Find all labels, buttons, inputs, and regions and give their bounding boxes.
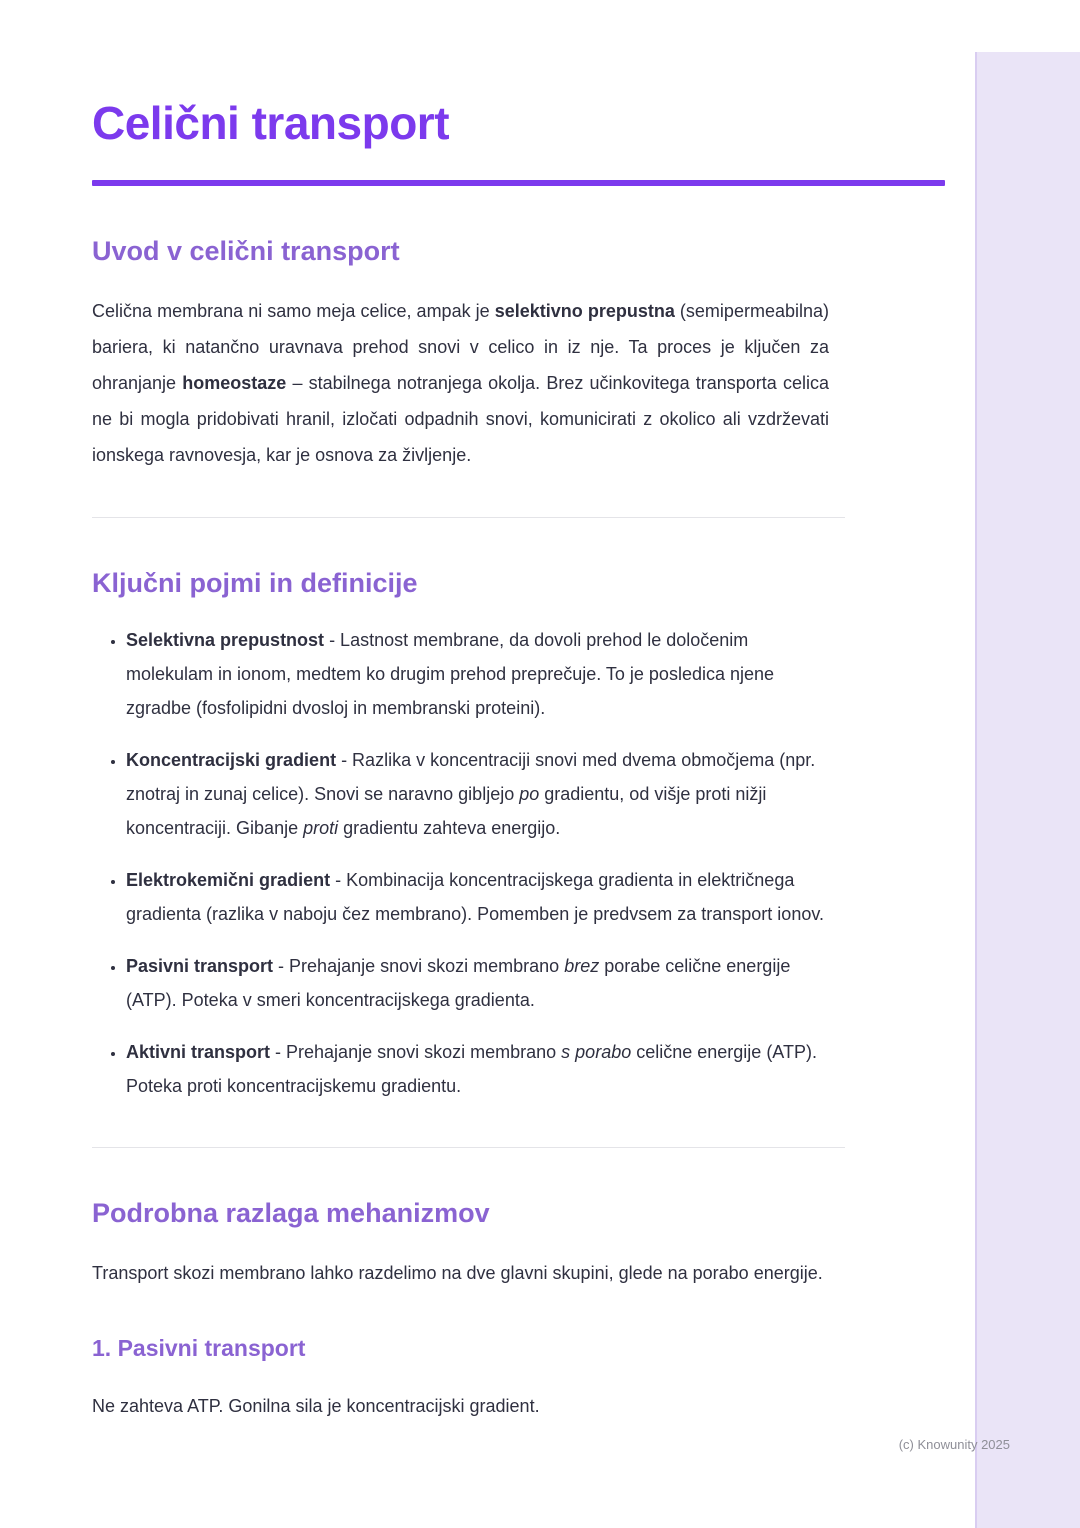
intro-paragraph: [92, 293, 829, 473]
term-definition: porabe celične energije (ATP). Poteka v smeri koncentracijskega gradienta.: [126, 956, 791, 1010]
list-item-pasivni-transport: [126, 949, 826, 1017]
term-definition: - Lastnost membrane, da dovoli prehod le določenim molekulam in ionom, medtem ko drugim prehod preprečuje. To je posledica njene zgradbe (fosfolipidni dvosloj in membranski proteini).: [126, 630, 775, 718]
term-label: Selektivna prepustnost: [126, 630, 325, 650]
term-label: Elektrokemični gradient: [126, 870, 331, 890]
mechanisms-intro-paragraph: Transport skozi membrano lahko razdelimo na dve glavni skupini, glede na porabo energije.: [92, 1263, 823, 1283]
intro-bold-selektivno-prepustna: selektivno prepustna: [494, 301, 675, 321]
term-definition: gradientu zahteva energijo.: [338, 818, 561, 838]
section-heading-terms: Ključni pojmi in definicije: [92, 568, 418, 598]
term-definition: - Prehajanje snovi skozi membrano: [270, 1042, 562, 1062]
section-divider: [92, 517, 845, 518]
term-italic-brez: brez: [564, 956, 600, 976]
pasivni-transport-paragraph: Ne zahteva ATP. Gonilna sila je koncentracijski gradient.: [92, 1396, 540, 1416]
term-label: Aktivni transport: [126, 1042, 271, 1062]
term-definition: - Razlika v koncentraciji snovi med dvema območjema (npr. znotraj in zunaj celice). Snovi se naravno gibljejo: [126, 750, 816, 804]
list-item-selektivna-prepustnost: [126, 623, 826, 725]
subsection-heading-pasivni-transport: 1. Pasivni transport: [92, 1335, 306, 1361]
intro-text-segment: (semipermeabilna) bariera, ki natančno uravnava prehod snovi v celico in iz nje. Ta proces je ključen za ohranjanje: [92, 301, 829, 393]
term-definition: - Prehajanje snovi skozi membrano: [273, 956, 565, 976]
title-underline-rule: [92, 180, 945, 186]
term-italic-s-porabo: s porabo: [561, 1042, 632, 1062]
right-margin-strip: [975, 52, 1080, 1528]
term-definition: celične energije (ATP). Poteka proti koncentracijskemu gradientu.: [126, 1042, 817, 1096]
term-italic-po: po: [519, 784, 540, 804]
section-heading-intro: Uvod v celični transport: [92, 236, 400, 266]
list-item-elektrokemicni-gradient: [126, 863, 826, 931]
intro-text-segment: Celična membrana ni samo meja celice, ampak je: [92, 301, 495, 321]
section-heading-mechanisms: Podrobna razlaga mehanizmov: [92, 1198, 490, 1228]
list-item-koncentracijski-gradient: [126, 743, 826, 845]
term-definition: - Kombinacija koncentracijskega gradienta in električnega gradienta (razlika v naboju čez membrano). Pomemben je predvsem za transport ionov.: [126, 870, 825, 924]
section-divider: [92, 1147, 845, 1148]
term-definition: gradientu, od višje proti nižji koncentraciji. Gibanje: [126, 784, 767, 838]
intro-bold-homeostaze: homeostaze: [182, 373, 287, 393]
list-item-aktivni-transport: [126, 1035, 826, 1103]
term-label: Koncentracijski gradient: [126, 750, 337, 770]
term-label: Pasivni transport: [126, 956, 274, 976]
copyright-footer: (c) Knowunity 2025: [898, 1437, 1010, 1452]
page-title: Celični transport: [92, 97, 450, 149]
terms-list: [92, 623, 826, 1103]
term-italic-proti: proti: [303, 818, 339, 838]
intro-text-segment: – stabilnega notranjega okolja. Brez učinkovitega transporta celica ne bi mogla pridobivati hranil, izločati odpadnih snovi, komunicirati z okolico ali vzdrževati ionskega ravnovesja, kar je osnova za življenje.: [92, 373, 829, 465]
document-content: [92, 0, 845, 1424]
